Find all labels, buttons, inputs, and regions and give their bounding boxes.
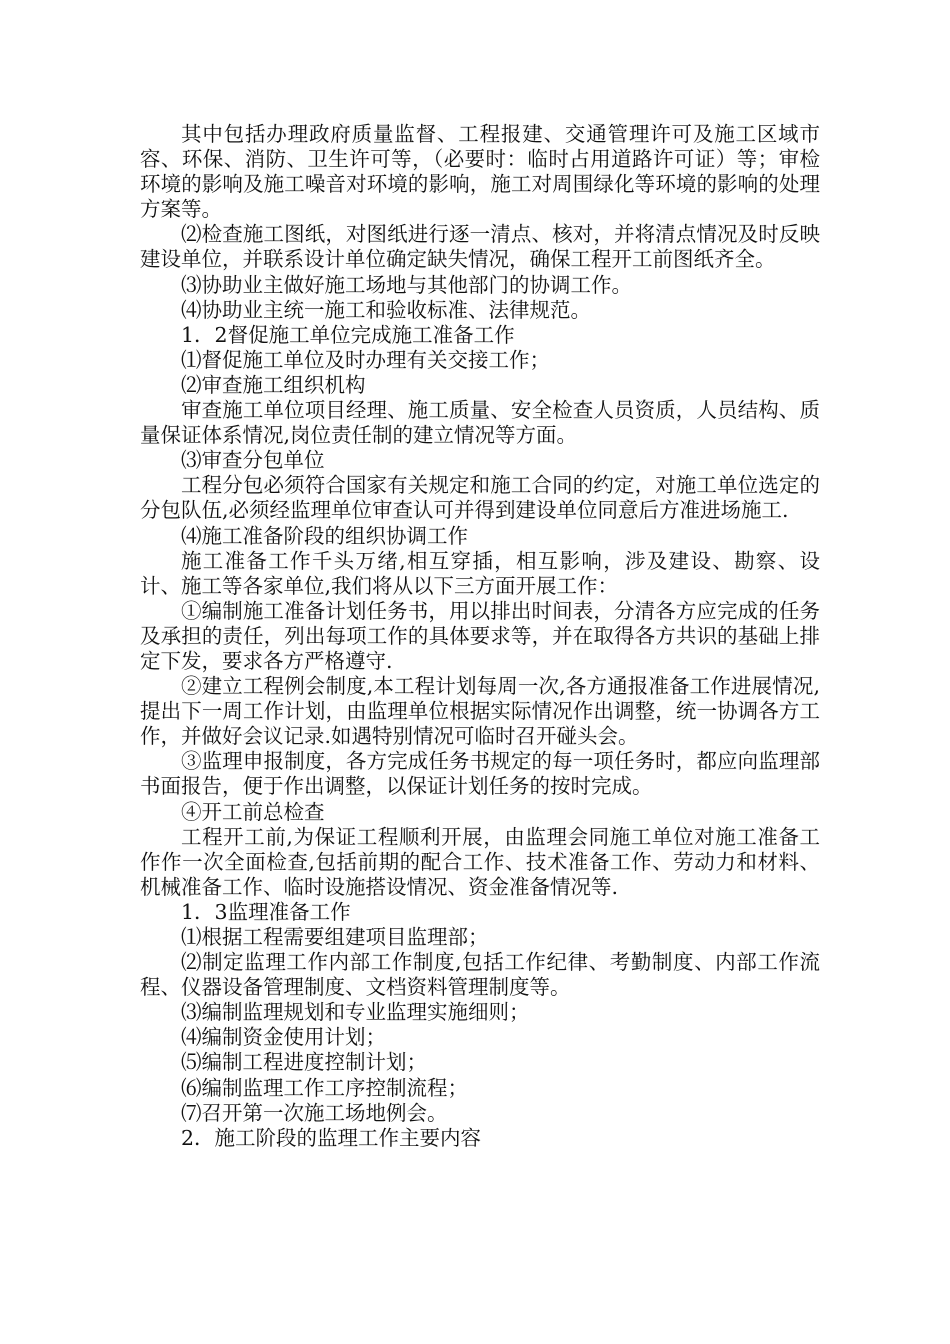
paragraph-coordination: ⑷施工准备阶段的组织协调工作	[181, 523, 468, 548]
paragraph-review-organization: ⑵审查施工组织机构	[181, 372, 366, 397]
paragraph-coordination-detail: 施工准备工作千头万绪,相互穿插，相互影响，涉及建设、勘察、设计、施工等各家单位,我们将从以下三方面开展工作：	[140, 548, 820, 598]
paragraph-funding-plan: ⑷编制资金使用计划；	[181, 1025, 386, 1050]
paragraph-review-organization-detail: 审查施工单位项目经理、施工质量、安全检查人员资质，人员结构、质量保证体系情况,岗位责任制的建立情况等方面。	[140, 398, 820, 448]
paragraph-process-flow: ⑹编制监理工作工序控制流程；	[181, 1075, 468, 1100]
paragraph-first-meeting: ⑺召开第一次施工场地例会。	[181, 1100, 448, 1125]
paragraph-check-drawings: ⑵检查施工图纸，对图纸进行逐一清点、核对，并将清点情况及时反映建设单位，并联系设计单位确定缺失情况，确保工程开工前图纸齐全。	[140, 222, 820, 272]
paragraph-form-department: ⑴根据工程需要组建项目监理部；	[181, 925, 489, 949]
paragraph-weekly-meeting: ②建立工程例会制度,本工程计划每周一次,各方通报准备工作进展情况,提出下一周工作计划，由监理单位根据实际情况作出调整，统一协调各方工作，并做好会议记录.如遇特别情况可临时召开碰头会。	[140, 674, 820, 749]
paragraph-supervision-plan: ⑶编制监理规划和专业监理实施细则；	[181, 1000, 530, 1025]
paragraph-schedule-plan: ⑸编制工程进度控制计划；	[181, 1050, 427, 1075]
paragraph-pre-start-check: ④开工前总检查	[181, 799, 325, 824]
paragraph-site-coordination: ⑶协助业主做好施工场地与其他部门的协调工作。	[181, 272, 632, 297]
section-heading-2: 2．施工阶段的监理工作主要内容	[181, 1125, 482, 1150]
section-heading-1-2: 1．2督促施工单位完成施工准备工作	[181, 322, 515, 347]
paragraph-subcontractor-detail: 工程分包必须符合国家有关规定和施工合同的约定，对施工单位选定的分包队伍,必须经监理单位审查认可并得到建设单位同意后方准进场施工.	[140, 473, 820, 523]
paragraph-internal-rules: ⑵制定监理工作内部工作制度,包括工作纪律、考勤制度、内部工作流程、仪器设备管理制度、文档资料管理制度等。	[140, 950, 820, 1000]
document-body	[140, 122, 820, 1151]
paragraph-reporting: ③监理申报制度，各方完成任务书规定的每一项任务时，都应向监理部书面报告，便于作出调整，以保证计划任务的按时完成。	[140, 749, 820, 799]
paragraph-review-subcontractor: ⑶审查分包单位	[181, 448, 325, 473]
section-heading-1-3: 1．3监理准备工作	[181, 899, 351, 924]
paragraph-unified-standards: ⑷协助业主统一施工和验收标准、法律规范。	[181, 297, 591, 322]
paragraph-permits: 其中包括办理政府质量监督、工程报建、交通管理许可及施工区域市容、环保、消防、卫生许可等，（必要时：临时占用道路许可证）等；审检环境的影响及施工噪音对环境的影响，施工对周围绿化等环境的影响的处理方案等。	[140, 122, 820, 222]
paragraph-plan-task-book: ①编制施工准备计划任务书，用以排出时间表，分清各方应完成的任务及承担的责任，列出每项工作的具体要求等，并在取得各方共识的基础上排定下发，要求各方严格遵守.	[140, 598, 820, 673]
paragraph-pre-start-check-detail: 工程开工前,为保证工程顺利开展，由监理会同施工单位对施工准备工作作一次全面检查,包括前期的配合工作、技术准备工作、劳动力和材料、机械准备工作、临时设施搭设情况、资金准备情况等.	[140, 824, 820, 899]
paragraph-handover: ⑴督促施工单位及时办理有关交接工作；	[181, 347, 550, 372]
